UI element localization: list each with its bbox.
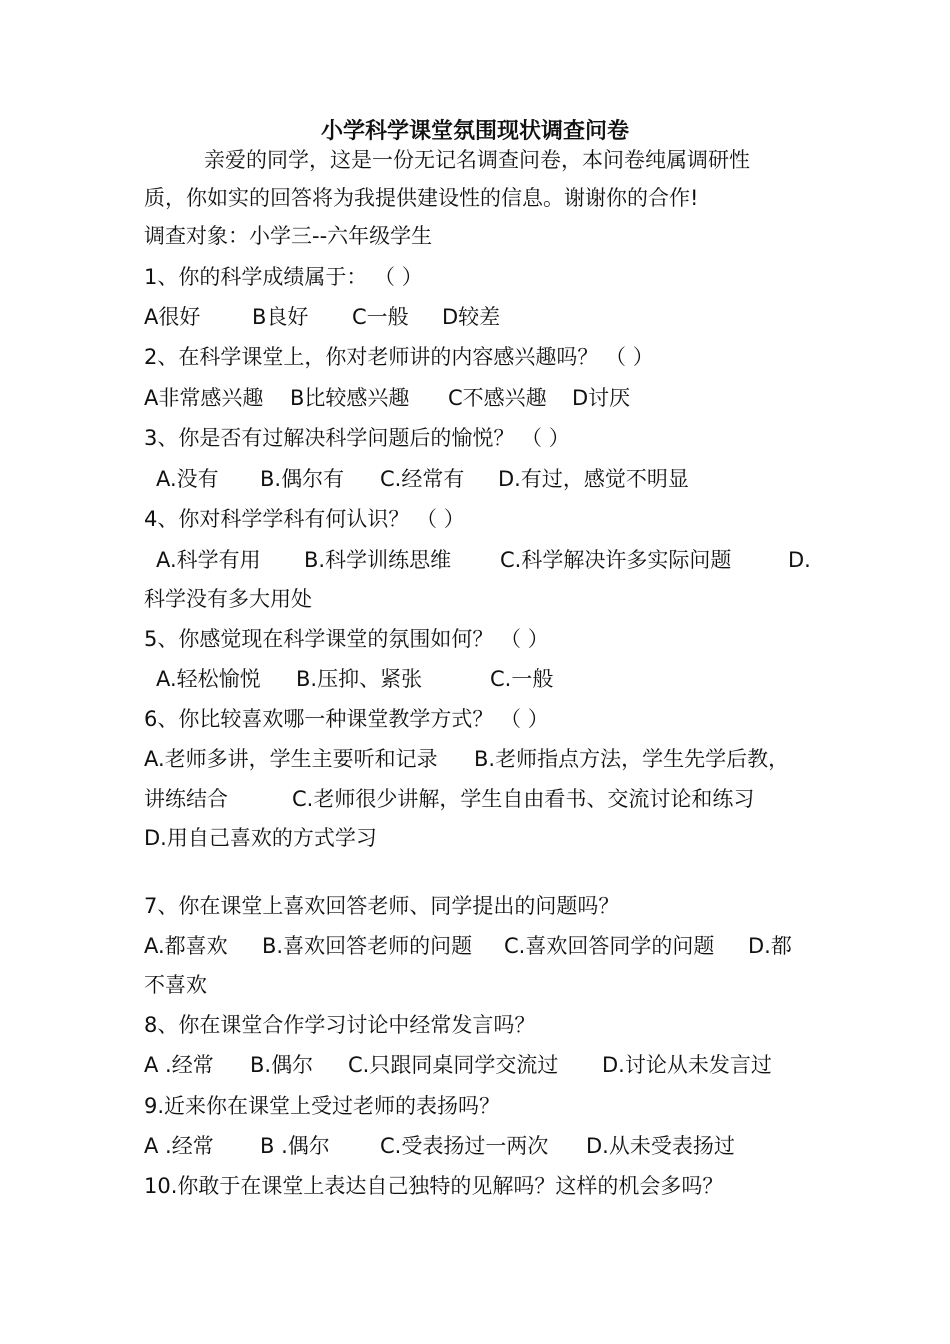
question-1: 1、你的科学成绩属于： （ ） xyxy=(144,265,423,289)
question-8: 8、你在课堂合作学习讨论中经常发言吗？ xyxy=(144,1013,536,1037)
question-7-options-cont: 不喜欢 xyxy=(144,973,207,997)
option: D.有过，感觉不明显 xyxy=(498,467,689,491)
option: C.喜欢回答同学的问题 xyxy=(504,934,715,958)
option: 讲练结合 xyxy=(144,787,228,811)
question-4: 4、你对科学学科有何认识？ （ ） xyxy=(144,507,465,531)
option: C.科学解决许多实际问题 xyxy=(500,548,732,572)
option: B.压抑、紧张 xyxy=(296,667,423,691)
question-9: 9.近来你在课堂上受过老师的表扬吗？ xyxy=(144,1094,501,1118)
option: D讨厌 xyxy=(572,386,631,410)
question-7-options xyxy=(144,932,792,960)
question-6-options-3: D.用自己喜欢的方式学习 xyxy=(144,826,377,850)
option: D.都 xyxy=(748,934,792,958)
question-3: 3、你是否有过解决科学问题后的愉悦？ （ ） xyxy=(144,426,570,450)
option: C.一般 xyxy=(490,667,554,691)
option: A.没有 xyxy=(156,467,219,491)
question-5-options xyxy=(156,665,553,693)
intro-line-2: 质，你如实的回答将为我提供建设性的信息。谢谢你的合作! xyxy=(144,186,699,210)
option: D.讨论从未发言过 xyxy=(602,1053,772,1077)
question-6-options-2 xyxy=(144,785,754,813)
question-7: 7、你在课堂上喜欢回答老师、同学提出的问题吗？ xyxy=(144,894,620,918)
option: A.轻松愉悦 xyxy=(156,667,261,691)
option: B .偶尔 xyxy=(260,1134,330,1158)
option: B.偶尔 xyxy=(250,1053,314,1077)
document-title: 小学科学课堂氛围现状调查问卷 xyxy=(320,119,629,144)
question-6: 6、你比较喜欢哪一种课堂教学方式？ （ ） xyxy=(144,707,549,731)
option: B.老师指点方法，学生先学后教， xyxy=(474,747,790,771)
option: C.经常有 xyxy=(380,467,465,491)
survey-target: 调查对象：小学三--六年级学生 xyxy=(144,224,433,248)
option: C不感兴趣 xyxy=(448,386,547,410)
option: A.科学有用 xyxy=(156,548,261,572)
option: C.老师很少讲解，学生自由看书、交流讨论和练习 xyxy=(292,787,755,811)
question-2-options xyxy=(144,384,630,412)
question-6-options-1 xyxy=(144,745,789,773)
question-5: 5、你感觉现在科学课堂的氛围如何？ （ ） xyxy=(144,627,549,651)
option: A很好 xyxy=(144,305,201,329)
option: D较差 xyxy=(442,305,501,329)
option: A非常感兴趣 xyxy=(144,386,264,410)
option: C一般 xyxy=(352,305,409,329)
option: D.从未受表扬过 xyxy=(586,1134,735,1158)
option: B比较感兴趣 xyxy=(290,386,410,410)
option: A.老师多讲，学生主要听和记录 xyxy=(144,747,438,771)
question-1-options xyxy=(144,303,500,331)
question-10: 10.你敢于在课堂上表达自己独特的见解吗？这样的机会多吗？ xyxy=(144,1174,724,1198)
option: B.偶尔有 xyxy=(260,467,345,491)
question-9-options xyxy=(144,1132,735,1160)
option: C.只跟同桌同学交流过 xyxy=(348,1053,559,1077)
option: C.受表扬过一两次 xyxy=(380,1134,549,1158)
option: B.科学训练思维 xyxy=(304,548,452,572)
option: B.喜欢回答老师的问题 xyxy=(262,934,473,958)
option: B良好 xyxy=(252,305,309,329)
option: A .经常 xyxy=(144,1134,214,1158)
intro-line-1: 亲爱的同学，这是一份无记名调查问卷，本问卷纯属调研性 xyxy=(204,148,750,172)
option: A .经常 xyxy=(144,1053,214,1077)
option: A.都喜欢 xyxy=(144,934,228,958)
question-3-options xyxy=(156,465,689,493)
question-4-options-cont: 科学没有多大用处 xyxy=(144,587,312,611)
question-4-options xyxy=(156,546,811,574)
option: D. xyxy=(788,548,811,572)
question-2: 2、在科学课堂上，你对老师讲的内容感兴趣吗？ （ ） xyxy=(144,345,654,369)
question-8-options xyxy=(144,1051,772,1079)
